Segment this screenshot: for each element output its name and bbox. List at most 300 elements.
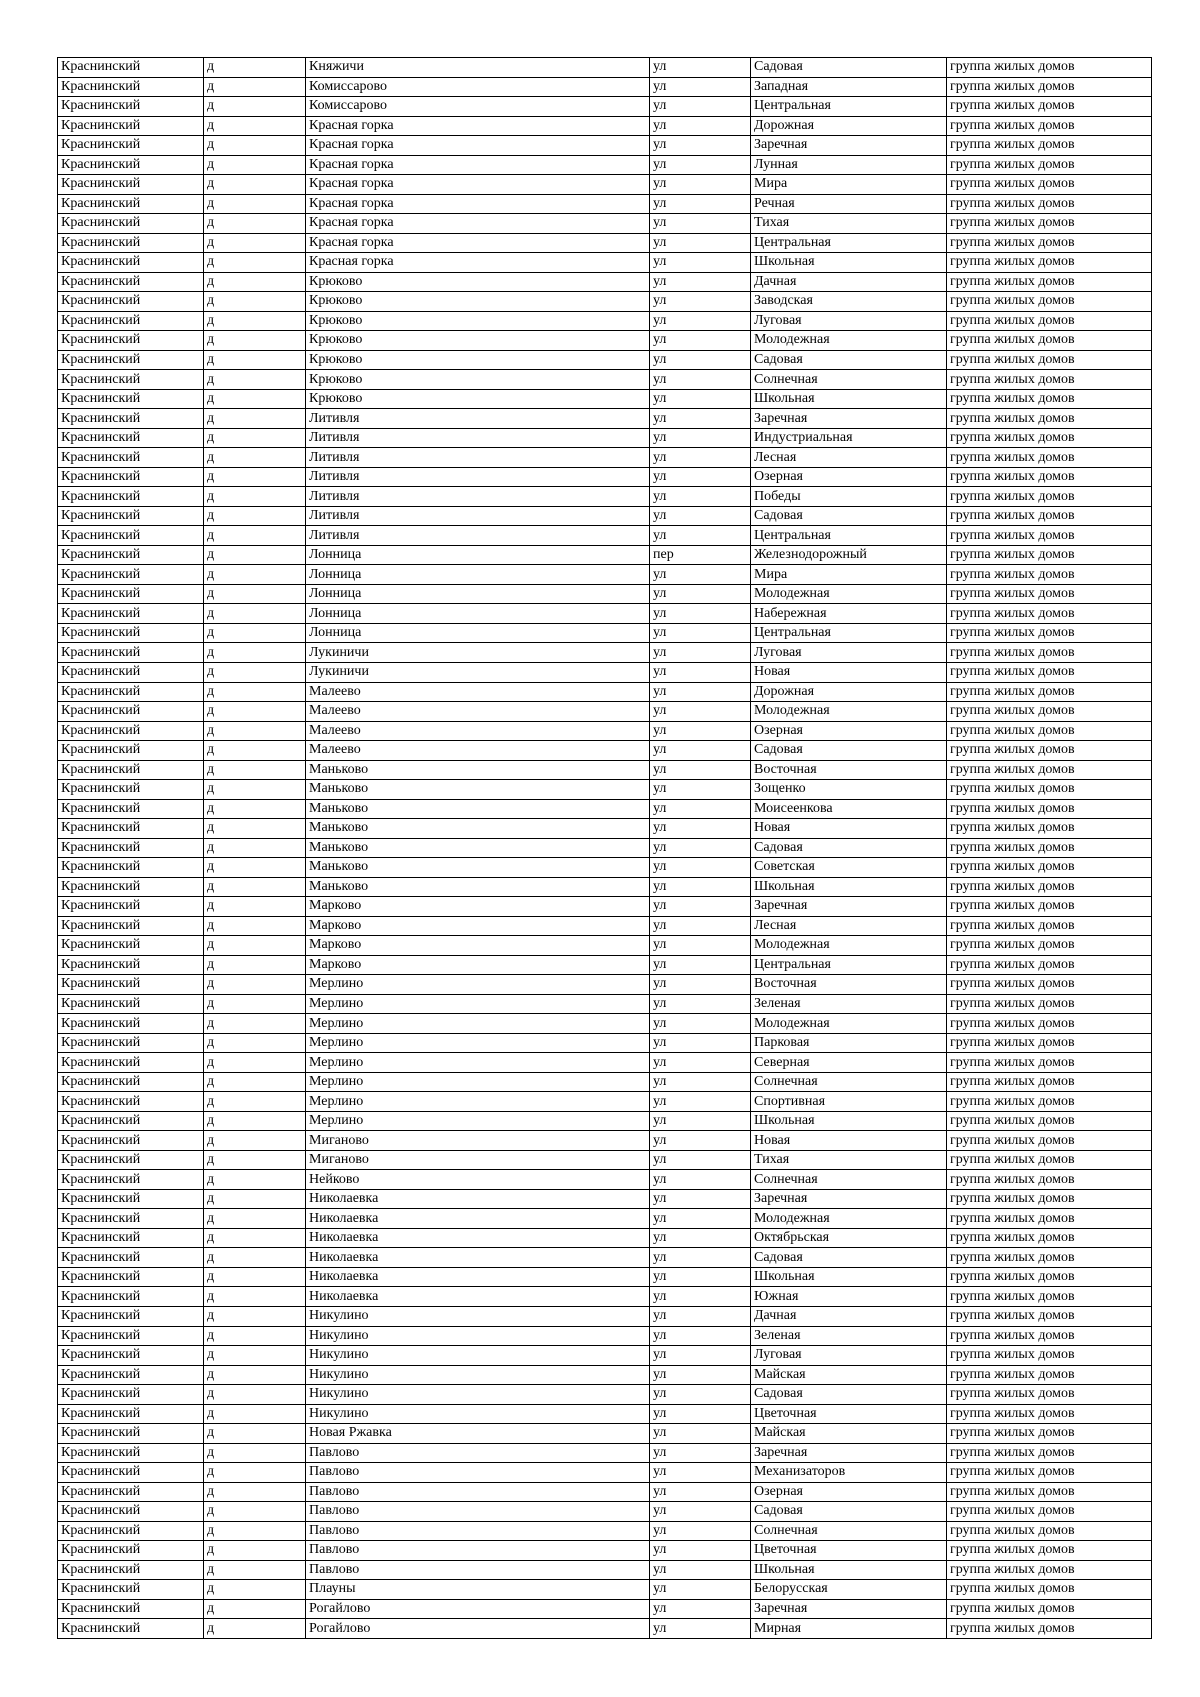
street-cell: Солнечная xyxy=(751,1170,947,1190)
settlement-cell: Николаевка xyxy=(306,1267,650,1287)
settlement-cell: Лукиничи xyxy=(306,662,650,682)
settlement-cell: Лонница xyxy=(306,604,650,624)
object_type-cell: группа жилых домов xyxy=(947,1443,1152,1463)
settlement-cell: Лонница xyxy=(306,565,650,585)
street_type-cell: ул xyxy=(650,741,751,761)
district-cell: Краснинский xyxy=(58,584,204,604)
street-cell: Спортивная xyxy=(751,1092,947,1112)
street-cell: Центральная xyxy=(751,233,947,253)
settlement-cell: Малеево xyxy=(306,702,650,722)
settlement-cell: Мерлино xyxy=(306,1092,650,1112)
district-cell: Краснинский xyxy=(58,116,204,136)
object_type-cell: группа жилых домов xyxy=(947,760,1152,780)
street-cell: Садовая xyxy=(751,1248,947,1268)
street_type-cell: ул xyxy=(650,955,751,975)
settlement_type-cell: д xyxy=(204,1267,306,1287)
district-cell: Краснинский xyxy=(58,175,204,195)
settlement-cell: Мерлино xyxy=(306,994,650,1014)
street-cell: Набережная xyxy=(751,604,947,624)
object_type-cell: группа жилых домов xyxy=(947,1463,1152,1483)
street-cell: Заречная xyxy=(751,1599,947,1619)
object_type-cell: группа жилых домов xyxy=(947,780,1152,800)
table-row xyxy=(58,643,1152,663)
district-cell: Краснинский xyxy=(58,1248,204,1268)
settlement-cell: Маньково xyxy=(306,780,650,800)
district-cell: Краснинский xyxy=(58,194,204,214)
table-row xyxy=(58,877,1152,897)
settlement_type-cell: д xyxy=(204,1248,306,1268)
settlement-cell: Крюково xyxy=(306,311,650,331)
street_type-cell: ул xyxy=(650,760,751,780)
street_type-cell: ул xyxy=(650,604,751,624)
street_type-cell: ул xyxy=(650,721,751,741)
street-cell: Солнечная xyxy=(751,370,947,390)
table-row xyxy=(58,1580,1152,1600)
settlement_type-cell: д xyxy=(204,1541,306,1561)
settlement_type-cell: д xyxy=(204,1580,306,1600)
object_type-cell: группа жилых домов xyxy=(947,1033,1152,1053)
settlement_type-cell: д xyxy=(204,1307,306,1327)
object_type-cell: группа жилых домов xyxy=(947,702,1152,722)
district-cell: Краснинский xyxy=(58,1228,204,1248)
street-cell: Центральная xyxy=(751,955,947,975)
object_type-cell: группа жилых домов xyxy=(947,58,1152,78)
district-cell: Краснинский xyxy=(58,272,204,292)
settlement-cell: Никулино xyxy=(306,1365,650,1385)
settlement_type-cell: д xyxy=(204,214,306,234)
table-row xyxy=(58,1502,1152,1522)
settlement-cell: Литивля xyxy=(306,428,650,448)
street-cell: Восточная xyxy=(751,760,947,780)
settlement-cell: Красная горка xyxy=(306,175,650,195)
street_type-cell: ул xyxy=(650,975,751,995)
object_type-cell: группа жилых домов xyxy=(947,1307,1152,1327)
settlement-cell: Рогайлово xyxy=(306,1619,650,1639)
settlement_type-cell: д xyxy=(204,116,306,136)
street_type-cell: ул xyxy=(650,253,751,273)
street-cell: Моисеенкова xyxy=(751,799,947,819)
street-cell: Белорусская xyxy=(751,1580,947,1600)
settlement-cell: Павлово xyxy=(306,1482,650,1502)
street_type-cell: ул xyxy=(650,370,751,390)
settlement_type-cell: д xyxy=(204,1424,306,1444)
object_type-cell: группа жилых домов xyxy=(947,741,1152,761)
street_type-cell: ул xyxy=(650,682,751,702)
street-cell: Озерная xyxy=(751,467,947,487)
object_type-cell: группа жилых домов xyxy=(947,1170,1152,1190)
table-row xyxy=(58,1365,1152,1385)
table-row xyxy=(58,584,1152,604)
settlement_type-cell: д xyxy=(204,955,306,975)
street-cell: Западная xyxy=(751,77,947,97)
street_type-cell: ул xyxy=(650,214,751,234)
street-cell: Молодежная xyxy=(751,331,947,351)
object_type-cell: группа жилых домов xyxy=(947,975,1152,995)
street_type-cell: ул xyxy=(650,233,751,253)
settlement-cell: Крюково xyxy=(306,292,650,312)
street_type-cell: ул xyxy=(650,819,751,839)
settlement-cell: Нейково xyxy=(306,1170,650,1190)
street-cell: Садовая xyxy=(751,58,947,78)
object_type-cell: группа жилых домов xyxy=(947,409,1152,429)
object_type-cell: группа жилых домов xyxy=(947,370,1152,390)
settlement_type-cell: д xyxy=(204,1326,306,1346)
street_type-cell: ул xyxy=(650,58,751,78)
object_type-cell: группа жилых домов xyxy=(947,1541,1152,1561)
street-cell: Дачная xyxy=(751,272,947,292)
district-cell: Краснинский xyxy=(58,1014,204,1034)
district-cell: Краснинский xyxy=(58,877,204,897)
district-cell: Краснинский xyxy=(58,662,204,682)
table-row xyxy=(58,1150,1152,1170)
street-cell: Индустриальная xyxy=(751,428,947,448)
settlement_type-cell: д xyxy=(204,682,306,702)
street-cell: Садовая xyxy=(751,1385,947,1405)
settlement_type-cell: д xyxy=(204,1365,306,1385)
object_type-cell: группа жилых домов xyxy=(947,584,1152,604)
street_type-cell: ул xyxy=(650,1131,751,1151)
district-cell: Краснинский xyxy=(58,1404,204,1424)
object_type-cell: группа жилых домов xyxy=(947,799,1152,819)
settlement-cell: Красная горка xyxy=(306,136,650,156)
street-cell: Школьная xyxy=(751,1111,947,1131)
table-row xyxy=(58,155,1152,175)
settlement-cell: Комиссарово xyxy=(306,77,650,97)
settlement_type-cell: д xyxy=(204,877,306,897)
district-cell: Краснинский xyxy=(58,97,204,117)
object_type-cell: группа жилых домов xyxy=(947,1619,1152,1639)
settlement_type-cell: д xyxy=(204,253,306,273)
settlement-cell: Никулино xyxy=(306,1307,650,1327)
table-row xyxy=(58,1619,1152,1639)
settlement_type-cell: д xyxy=(204,838,306,858)
settlement-cell: Комиссарово xyxy=(306,97,650,117)
district-cell: Краснинский xyxy=(58,1150,204,1170)
table-row xyxy=(58,506,1152,526)
object_type-cell: группа жилых домов xyxy=(947,77,1152,97)
object_type-cell: группа жилых домов xyxy=(947,194,1152,214)
object_type-cell: группа жилых домов xyxy=(947,214,1152,234)
object_type-cell: группа жилых домов xyxy=(947,721,1152,741)
settlement_type-cell: д xyxy=(204,819,306,839)
table-row xyxy=(58,1072,1152,1092)
table-row xyxy=(58,721,1152,741)
object_type-cell: группа жилых домов xyxy=(947,448,1152,468)
street-cell: Центральная xyxy=(751,97,947,117)
street-cell: Тихая xyxy=(751,214,947,234)
object_type-cell: группа жилых домов xyxy=(947,1385,1152,1405)
object_type-cell: группа жилых домов xyxy=(947,1404,1152,1424)
object_type-cell: группа жилых домов xyxy=(947,506,1152,526)
district-cell: Краснинский xyxy=(58,936,204,956)
district-cell: Краснинский xyxy=(58,702,204,722)
object_type-cell: группа жилых домов xyxy=(947,1521,1152,1541)
settlement_type-cell: д xyxy=(204,643,306,663)
street-cell: Школьная xyxy=(751,389,947,409)
object_type-cell: группа жилых домов xyxy=(947,175,1152,195)
street-cell: Дорожная xyxy=(751,682,947,702)
table-row xyxy=(58,819,1152,839)
street_type-cell: ул xyxy=(650,897,751,917)
settlement-cell: Литивля xyxy=(306,487,650,507)
settlement-cell: Литивля xyxy=(306,506,650,526)
street_type-cell: ул xyxy=(650,448,751,468)
settlement-cell: Новая Ржавка xyxy=(306,1424,650,1444)
settlement-cell: Мерлино xyxy=(306,1033,650,1053)
street-cell: Мирная xyxy=(751,1619,947,1639)
settlement_type-cell: д xyxy=(204,58,306,78)
settlement-cell: Марково xyxy=(306,916,650,936)
table-row xyxy=(58,214,1152,234)
street_type-cell: ул xyxy=(650,292,751,312)
settlement-cell: Миганово xyxy=(306,1131,650,1151)
street_type-cell: ул xyxy=(650,1599,751,1619)
street_type-cell: ул xyxy=(650,1580,751,1600)
table-row xyxy=(58,175,1152,195)
district-cell: Краснинский xyxy=(58,1072,204,1092)
street_type-cell: ул xyxy=(650,643,751,663)
settlement-cell: Маньково xyxy=(306,858,650,878)
object_type-cell: группа жилых домов xyxy=(947,1189,1152,1209)
settlement_type-cell: д xyxy=(204,1131,306,1151)
object_type-cell: группа жилых домов xyxy=(947,994,1152,1014)
settlement_type-cell: д xyxy=(204,623,306,643)
settlement_type-cell: д xyxy=(204,936,306,956)
street_type-cell: ул xyxy=(650,623,751,643)
street-cell: Луговая xyxy=(751,311,947,331)
object_type-cell: группа жилых домов xyxy=(947,1326,1152,1346)
object_type-cell: группа жилых домов xyxy=(947,955,1152,975)
street-cell: Школьная xyxy=(751,1560,947,1580)
street-cell: Победы xyxy=(751,487,947,507)
settlement_type-cell: д xyxy=(204,233,306,253)
street-cell: Зеленая xyxy=(751,994,947,1014)
settlement_type-cell: д xyxy=(204,428,306,448)
street_type-cell: ул xyxy=(650,194,751,214)
table-row xyxy=(58,1189,1152,1209)
district-cell: Краснинский xyxy=(58,682,204,702)
settlement-cell: Никулино xyxy=(306,1404,650,1424)
street_type-cell: ул xyxy=(650,1346,751,1366)
object_type-cell: группа жилых домов xyxy=(947,1014,1152,1034)
settlement_type-cell: д xyxy=(204,1346,306,1366)
settlement-cell: Маньково xyxy=(306,819,650,839)
street_type-cell: ул xyxy=(650,1482,751,1502)
object_type-cell: группа жилых домов xyxy=(947,389,1152,409)
district-cell: Краснинский xyxy=(58,389,204,409)
district-cell: Краснинский xyxy=(58,1502,204,1522)
district-cell: Краснинский xyxy=(58,1033,204,1053)
table-row xyxy=(58,350,1152,370)
settlement-cell: Марково xyxy=(306,955,650,975)
object_type-cell: группа жилых домов xyxy=(947,233,1152,253)
district-cell: Краснинский xyxy=(58,331,204,351)
street-cell: Зеленая xyxy=(751,1326,947,1346)
district-cell: Краснинский xyxy=(58,955,204,975)
settlement_type-cell: д xyxy=(204,389,306,409)
district-cell: Краснинский xyxy=(58,1521,204,1541)
district-cell: Краснинский xyxy=(58,1189,204,1209)
district-cell: Краснинский xyxy=(58,1580,204,1600)
street_type-cell: ул xyxy=(650,526,751,546)
street-cell: Тихая xyxy=(751,1150,947,1170)
object_type-cell: группа жилых домов xyxy=(947,292,1152,312)
district-cell: Краснинский xyxy=(58,487,204,507)
street_type-cell: ул xyxy=(650,311,751,331)
settlement-cell: Никулино xyxy=(306,1346,650,1366)
street-cell: Новая xyxy=(751,662,947,682)
street_type-cell: ул xyxy=(650,936,751,956)
table-row xyxy=(58,1346,1152,1366)
street-cell: Заречная xyxy=(751,897,947,917)
street_type-cell: ул xyxy=(650,1619,751,1639)
street_type-cell: ул xyxy=(650,409,751,429)
table-row xyxy=(58,1424,1152,1444)
table-row xyxy=(58,272,1152,292)
object_type-cell: группа жилых домов xyxy=(947,545,1152,565)
settlement-cell: Павлово xyxy=(306,1541,650,1561)
settlement_type-cell: д xyxy=(204,448,306,468)
street-cell: Заречная xyxy=(751,1189,947,1209)
object_type-cell: группа жилых домов xyxy=(947,526,1152,546)
district-cell: Краснинский xyxy=(58,233,204,253)
table-row xyxy=(58,916,1152,936)
object_type-cell: группа жилых домов xyxy=(947,1599,1152,1619)
street_type-cell: ул xyxy=(650,1424,751,1444)
district-cell: Краснинский xyxy=(58,1053,204,1073)
table-row xyxy=(58,428,1152,448)
object_type-cell: группа жилых домов xyxy=(947,916,1152,936)
settlement_type-cell: д xyxy=(204,721,306,741)
district-cell: Краснинский xyxy=(58,721,204,741)
district-cell: Краснинский xyxy=(58,565,204,585)
street-cell: Молодежная xyxy=(751,702,947,722)
street-cell: Зощенко xyxy=(751,780,947,800)
settlement_type-cell: д xyxy=(204,1053,306,1073)
table-row xyxy=(58,682,1152,702)
table-row xyxy=(58,1541,1152,1561)
settlement_type-cell: д xyxy=(204,1072,306,1092)
table-row xyxy=(58,1111,1152,1131)
table-row xyxy=(58,409,1152,429)
settlement_type-cell: д xyxy=(204,97,306,117)
settlement-cell: Крюково xyxy=(306,272,650,292)
object_type-cell: группа жилых домов xyxy=(947,662,1152,682)
street_type-cell: ул xyxy=(650,1385,751,1405)
district-cell: Краснинский xyxy=(58,1131,204,1151)
street-cell: Лесная xyxy=(751,448,947,468)
district-cell: Краснинский xyxy=(58,58,204,78)
table-row xyxy=(58,936,1152,956)
street-cell: Майская xyxy=(751,1365,947,1385)
district-cell: Краснинский xyxy=(58,1092,204,1112)
district-cell: Краснинский xyxy=(58,467,204,487)
settlement_type-cell: д xyxy=(204,350,306,370)
street-cell: Молодежная xyxy=(751,936,947,956)
district-cell: Краснинский xyxy=(58,780,204,800)
table-row xyxy=(58,760,1152,780)
object_type-cell: группа жилых домов xyxy=(947,1365,1152,1385)
table-row xyxy=(58,370,1152,390)
street_type-cell: ул xyxy=(650,780,751,800)
settlement-cell: Николаевка xyxy=(306,1189,650,1209)
street_type-cell: ул xyxy=(650,272,751,292)
district-cell: Краснинский xyxy=(58,1541,204,1561)
object_type-cell: группа жилых домов xyxy=(947,565,1152,585)
settlement-cell: Красная горка xyxy=(306,253,650,273)
street_type-cell: ул xyxy=(650,1092,751,1112)
settlement-cell: Маньково xyxy=(306,838,650,858)
settlement_type-cell: д xyxy=(204,1033,306,1053)
district-cell: Краснинский xyxy=(58,1599,204,1619)
district-cell: Краснинский xyxy=(58,311,204,331)
street_type-cell: ул xyxy=(650,584,751,604)
settlement-cell: Красная горка xyxy=(306,194,650,214)
settlement_type-cell: д xyxy=(204,702,306,722)
settlement-cell: Малеево xyxy=(306,741,650,761)
street_type-cell: ул xyxy=(650,487,751,507)
settlement_type-cell: д xyxy=(204,584,306,604)
settlement_type-cell: д xyxy=(204,175,306,195)
district-cell: Краснинский xyxy=(58,975,204,995)
table-row xyxy=(58,1228,1152,1248)
street-cell: Центральная xyxy=(751,623,947,643)
street_type-cell: ул xyxy=(650,702,751,722)
object_type-cell: группа жилых домов xyxy=(947,1248,1152,1268)
settlement_type-cell: д xyxy=(204,1170,306,1190)
district-cell: Краснинский xyxy=(58,1287,204,1307)
street-cell: Механизаторов xyxy=(751,1463,947,1483)
street-cell: Железнодорожный xyxy=(751,545,947,565)
table-row xyxy=(58,1248,1152,1268)
table-row xyxy=(58,1521,1152,1541)
table-row xyxy=(58,448,1152,468)
object_type-cell: группа жилых домов xyxy=(947,623,1152,643)
district-cell: Краснинский xyxy=(58,838,204,858)
street_type-cell: ул xyxy=(650,662,751,682)
street-cell: Северная xyxy=(751,1053,947,1073)
street_type-cell: ул xyxy=(650,994,751,1014)
object_type-cell: группа жилых домов xyxy=(947,819,1152,839)
street-cell: Садовая xyxy=(751,350,947,370)
district-cell: Краснинский xyxy=(58,1385,204,1405)
street-cell: Майская xyxy=(751,1424,947,1444)
settlement-cell: Малеево xyxy=(306,721,650,741)
district-cell: Краснинский xyxy=(58,994,204,1014)
street_type-cell: ул xyxy=(650,1443,751,1463)
settlement-cell: Мерлино xyxy=(306,1053,650,1073)
settlement_type-cell: д xyxy=(204,858,306,878)
street_type-cell: ул xyxy=(650,1228,751,1248)
street_type-cell: ул xyxy=(650,565,751,585)
district-cell: Краснинский xyxy=(58,350,204,370)
object_type-cell: группа жилых домов xyxy=(947,428,1152,448)
table-row xyxy=(58,1267,1152,1287)
table-row xyxy=(58,97,1152,117)
settlement_type-cell: д xyxy=(204,1228,306,1248)
district-cell: Краснинский xyxy=(58,799,204,819)
settlement-cell: Марково xyxy=(306,897,650,917)
table-row xyxy=(58,1014,1152,1034)
district-cell: Краснинский xyxy=(58,604,204,624)
settlement_type-cell: д xyxy=(204,1560,306,1580)
settlement_type-cell: д xyxy=(204,1189,306,1209)
street_type-cell: ул xyxy=(650,428,751,448)
district-cell: Краснинский xyxy=(58,292,204,312)
street_type-cell: ул xyxy=(650,1560,751,1580)
street-cell: Октябрьская xyxy=(751,1228,947,1248)
district-cell: Краснинский xyxy=(58,1170,204,1190)
